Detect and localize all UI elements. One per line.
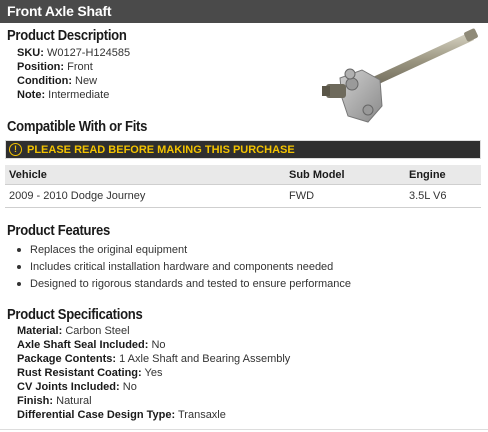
product-description-heading: Product Description xyxy=(7,28,127,44)
product-features-heading: Product Features xyxy=(7,223,111,239)
features-list xyxy=(14,243,351,294)
divider xyxy=(0,429,488,430)
title-bar xyxy=(0,0,488,23)
compatible-heading: Compatible With or Fits xyxy=(7,119,148,135)
cell-vehicle: 2009 - 2010 Dodge Journey xyxy=(5,185,285,208)
column-header-vehicle: Vehicle xyxy=(5,165,285,185)
warning-text: PLEASE READ BEFORE MAKING THIS PURCHASE xyxy=(27,144,295,156)
purchase-warning-banner xyxy=(5,140,481,159)
spec-row-position: Position: Front xyxy=(17,61,93,73)
spec-row-material: Material: Carbon Steel xyxy=(17,325,130,337)
spec-row-finish: Finish: Natural xyxy=(17,395,92,407)
list-item: Replaces the original equipment xyxy=(14,243,351,260)
axle-shaft-image xyxy=(322,26,486,134)
list-item: Includes critical installation hardware and components needed xyxy=(14,260,351,277)
cell-sub-model: FWD xyxy=(285,185,405,208)
spec-row-seal: Axle Shaft Seal Included: No xyxy=(17,339,166,351)
spec-row-condition: Condition: New xyxy=(17,75,98,87)
table-header-row xyxy=(5,165,481,185)
spec-row-cv-joints: CV Joints Included: No xyxy=(17,381,137,393)
page-title: Front Axle Shaft xyxy=(7,3,112,19)
spec-row-note: Note: Intermediate xyxy=(17,89,110,101)
column-header-sub-model: Sub Model xyxy=(285,165,405,185)
column-header-engine: Engine xyxy=(405,165,481,185)
warning-icon: ! xyxy=(9,143,22,156)
spec-row-differential: Differential Case Design Type: Transaxle xyxy=(17,409,226,421)
spec-row-rust: Rust Resistant Coating: Yes xyxy=(17,367,163,379)
spec-row-sku: SKU: W0127-H124585 xyxy=(17,47,131,59)
spec-row-package: Package Contents: 1 Axle Shaft and Bearing Assembly xyxy=(17,353,291,365)
table-row xyxy=(5,185,481,208)
product-specifications-heading: Product Specifications xyxy=(7,307,143,323)
vehicle-fitment-table xyxy=(5,165,481,208)
cell-engine: 3.5L V6 xyxy=(405,185,481,208)
list-item: Designed to rigorous standards and tested to ensure performance xyxy=(14,277,351,294)
